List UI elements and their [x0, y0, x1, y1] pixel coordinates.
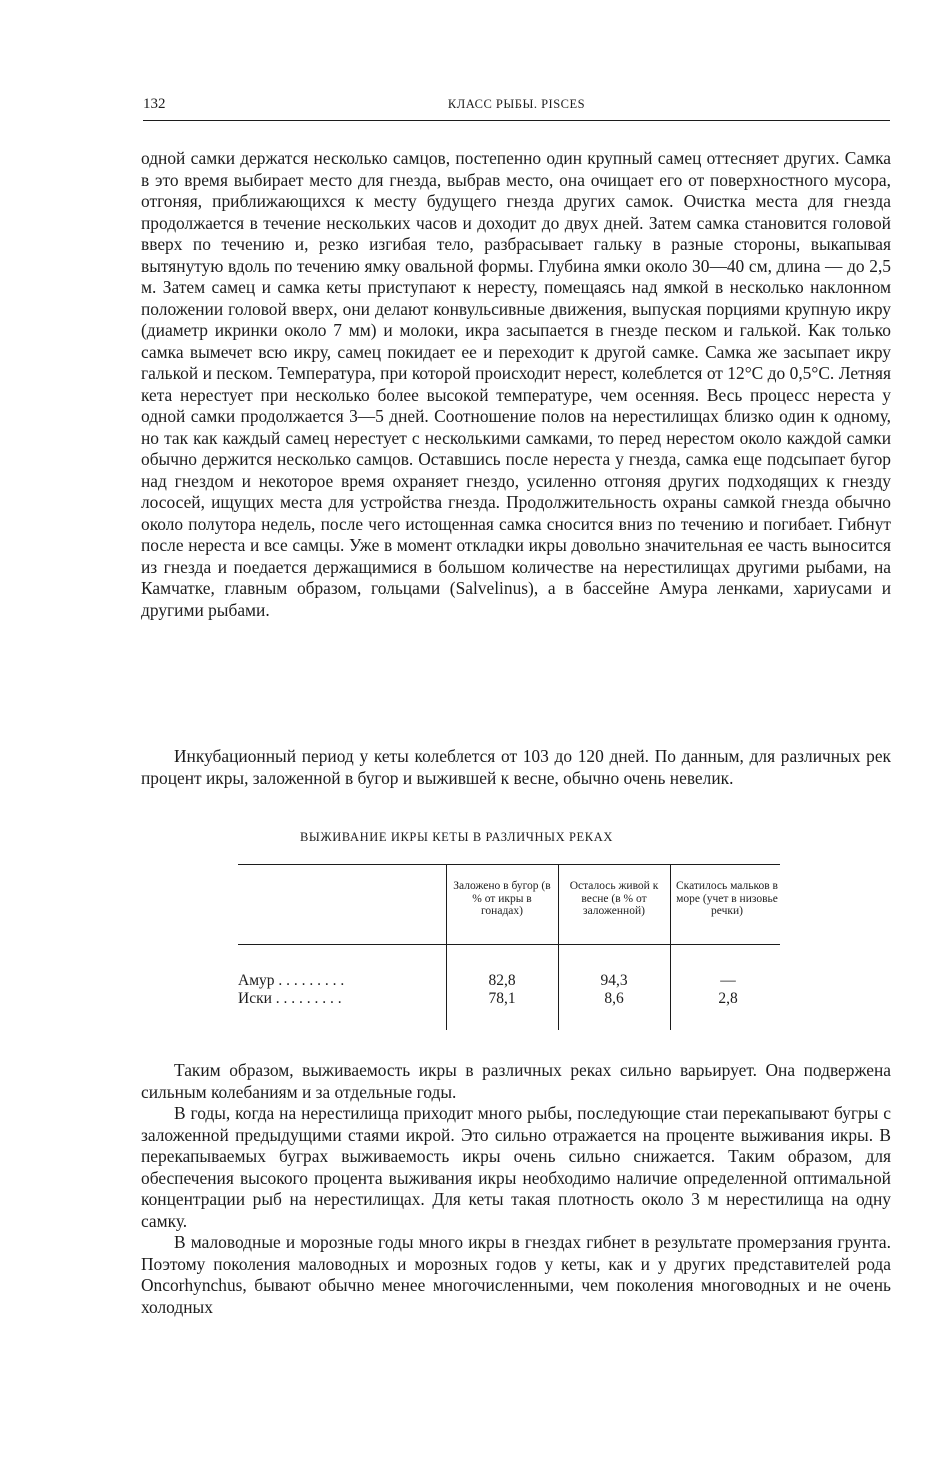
table-col-divider-3 [670, 864, 671, 1030]
text-block-top [141, 148, 891, 621]
page-header [143, 94, 890, 121]
row-name-iski: Иски . . . . . . . . . [238, 990, 342, 1007]
running-title: КЛАСС РЫБЫ. PISCES [447, 97, 586, 111]
survival-table [238, 864, 780, 1030]
cell-amur-laid: 82,8 [488, 972, 516, 989]
table-col-divider-2 [558, 864, 559, 1030]
row-name-amur: Амур . . . . . . . . . [238, 972, 345, 989]
header-col-laid: Заложено в бугор (в % от икры в гонадах) [453, 880, 551, 917]
text-block-incubation [141, 746, 891, 789]
paragraph-incubation: Инкубационный период у кеты колеблется от 103 до 120 дней. По данным, для различных рек процент икры, заложенной в бугор и выжившей к весне, обычно очень невелик. [141, 746, 891, 788]
paragraph-density: В годы, когда на нерестилища приходит много рыбы, последующие стаи перекапывают бугры с заложенной предыдущими стаями икрой. Это сильно отражается на проценте выживания икры. В перекапываемых буграх выживаемость икры очень сильно снижается. Таким образом, для обеспечения высокого процента выживания икры необходимо наличие определенной оптимальной концентрации рыб на нерестилищах. Для кеты такая плотность около 3 м нерестилища на одну самку. [141, 1103, 891, 1231]
cell-amur-survived: 94,3 [600, 972, 628, 989]
table-title: ВЫЖИВАНИЕ ИКРЫ КЕТЫ В РАЗЛИЧНЫХ РЕКАХ [300, 830, 613, 844]
table-header-rule [238, 944, 780, 945]
cell-iski-fry: 2,8 [718, 990, 738, 1007]
header-col-fry: Скатилось мальков в море (учет в низовье речки) [676, 880, 778, 917]
cell-iski-laid: 78,1 [488, 990, 516, 1007]
paragraph-spawning: одной самки держатся несколько самцов, постепенно один крупный самец оттесняет других. Самка в это время выбирает место для гнезда, выбрав место, она очищает его от поверхностного мусора, отгоняя, приближающихся к месту будущего гнезда других самок. Очистка места для гнезда продолжается в течение нескольких часов и доходит до двух дней. Затем самка становится головой вверх по течению и, резко изгибая тело, разбрасывает гальку в разные стороны, выкапывая вытянутую вдоль по течению ямку овальной формы. Глубина ямки около 30—40 см, длина — до 2,5 м. Затем самец и самка кеты приступают к нересту, помещаясь над ямкой в несколько наклонном положении головой вверх, они делают конвульсивные движения, выпуская порциями крупную икру (диаметр икринки около 7 мм) и молоки, икра засыпается в гнезде песком и галькой. Как только самка вымечет всю икру, самец покидает ее и переходит к другой самке. Самка же засыпает икру галькой и песком. Температура, при которой происходит нерест, колеблется от 12°С до 0,5°С. Летняя кета нерестует при несколько более высокой температуре, чем осенняя. Весь процесс нереста у одной самки продолжается 3—5 дней. Соотношение полов на нерестилищах близко один к одному, но так как каждый самец нерестует с несколькими самками, то перед нерестом около каждой самки обычно держится несколько самцов. Оставшись после нереста у гнезда, самка еще подсыпает бугор над гнездом и некоторое время охраняет гнездо, усиленно отгоняя других подходящих к гнезду лососей, ищущих места для устройства гнезда. Продолжительность охраны самкой гнезда обычно около полутора недель, после чего истощенная самка сносится вниз по течению и погибает. Гибнут после нереста и все самцы. Уже в момент откладки икры довольно значительная ее часть выносится из гнезда и поедается держащимися в большом количестве на нерестилищах другими рыбами, на Камчатке, главным образом, гольцами (Salvelinus), а в бассейне Амура ленками, хариусами и другими рыбами. [141, 148, 891, 620]
table-top-rule [238, 864, 780, 865]
header-col-survived: Осталось живой к весне (в % от заложенной) [569, 880, 659, 917]
cell-amur-fry: — [720, 972, 736, 989]
paragraph-frost: В маловодные и морозные годы много икры в гнездах гибнет в результате промерзания грунта. Поэтому поколения маловодных и морозных годов у кеты, как и у других представителей рода Oncorhynchus, бывают обычно менее многочисленными, чем поколения многоводных и не очень холодных [141, 1232, 891, 1317]
paragraph-variability: Таким образом, выживаемость икры в различных реках сильно варьирует. Она подвержена сильным колебаниям и за отдельные годы. [141, 1060, 891, 1102]
cell-iski-survived: 8,6 [604, 990, 624, 1007]
text-block-bottom [141, 1060, 891, 1318]
page-number: 132 [143, 96, 166, 112]
table-col-divider-1 [446, 864, 447, 1030]
